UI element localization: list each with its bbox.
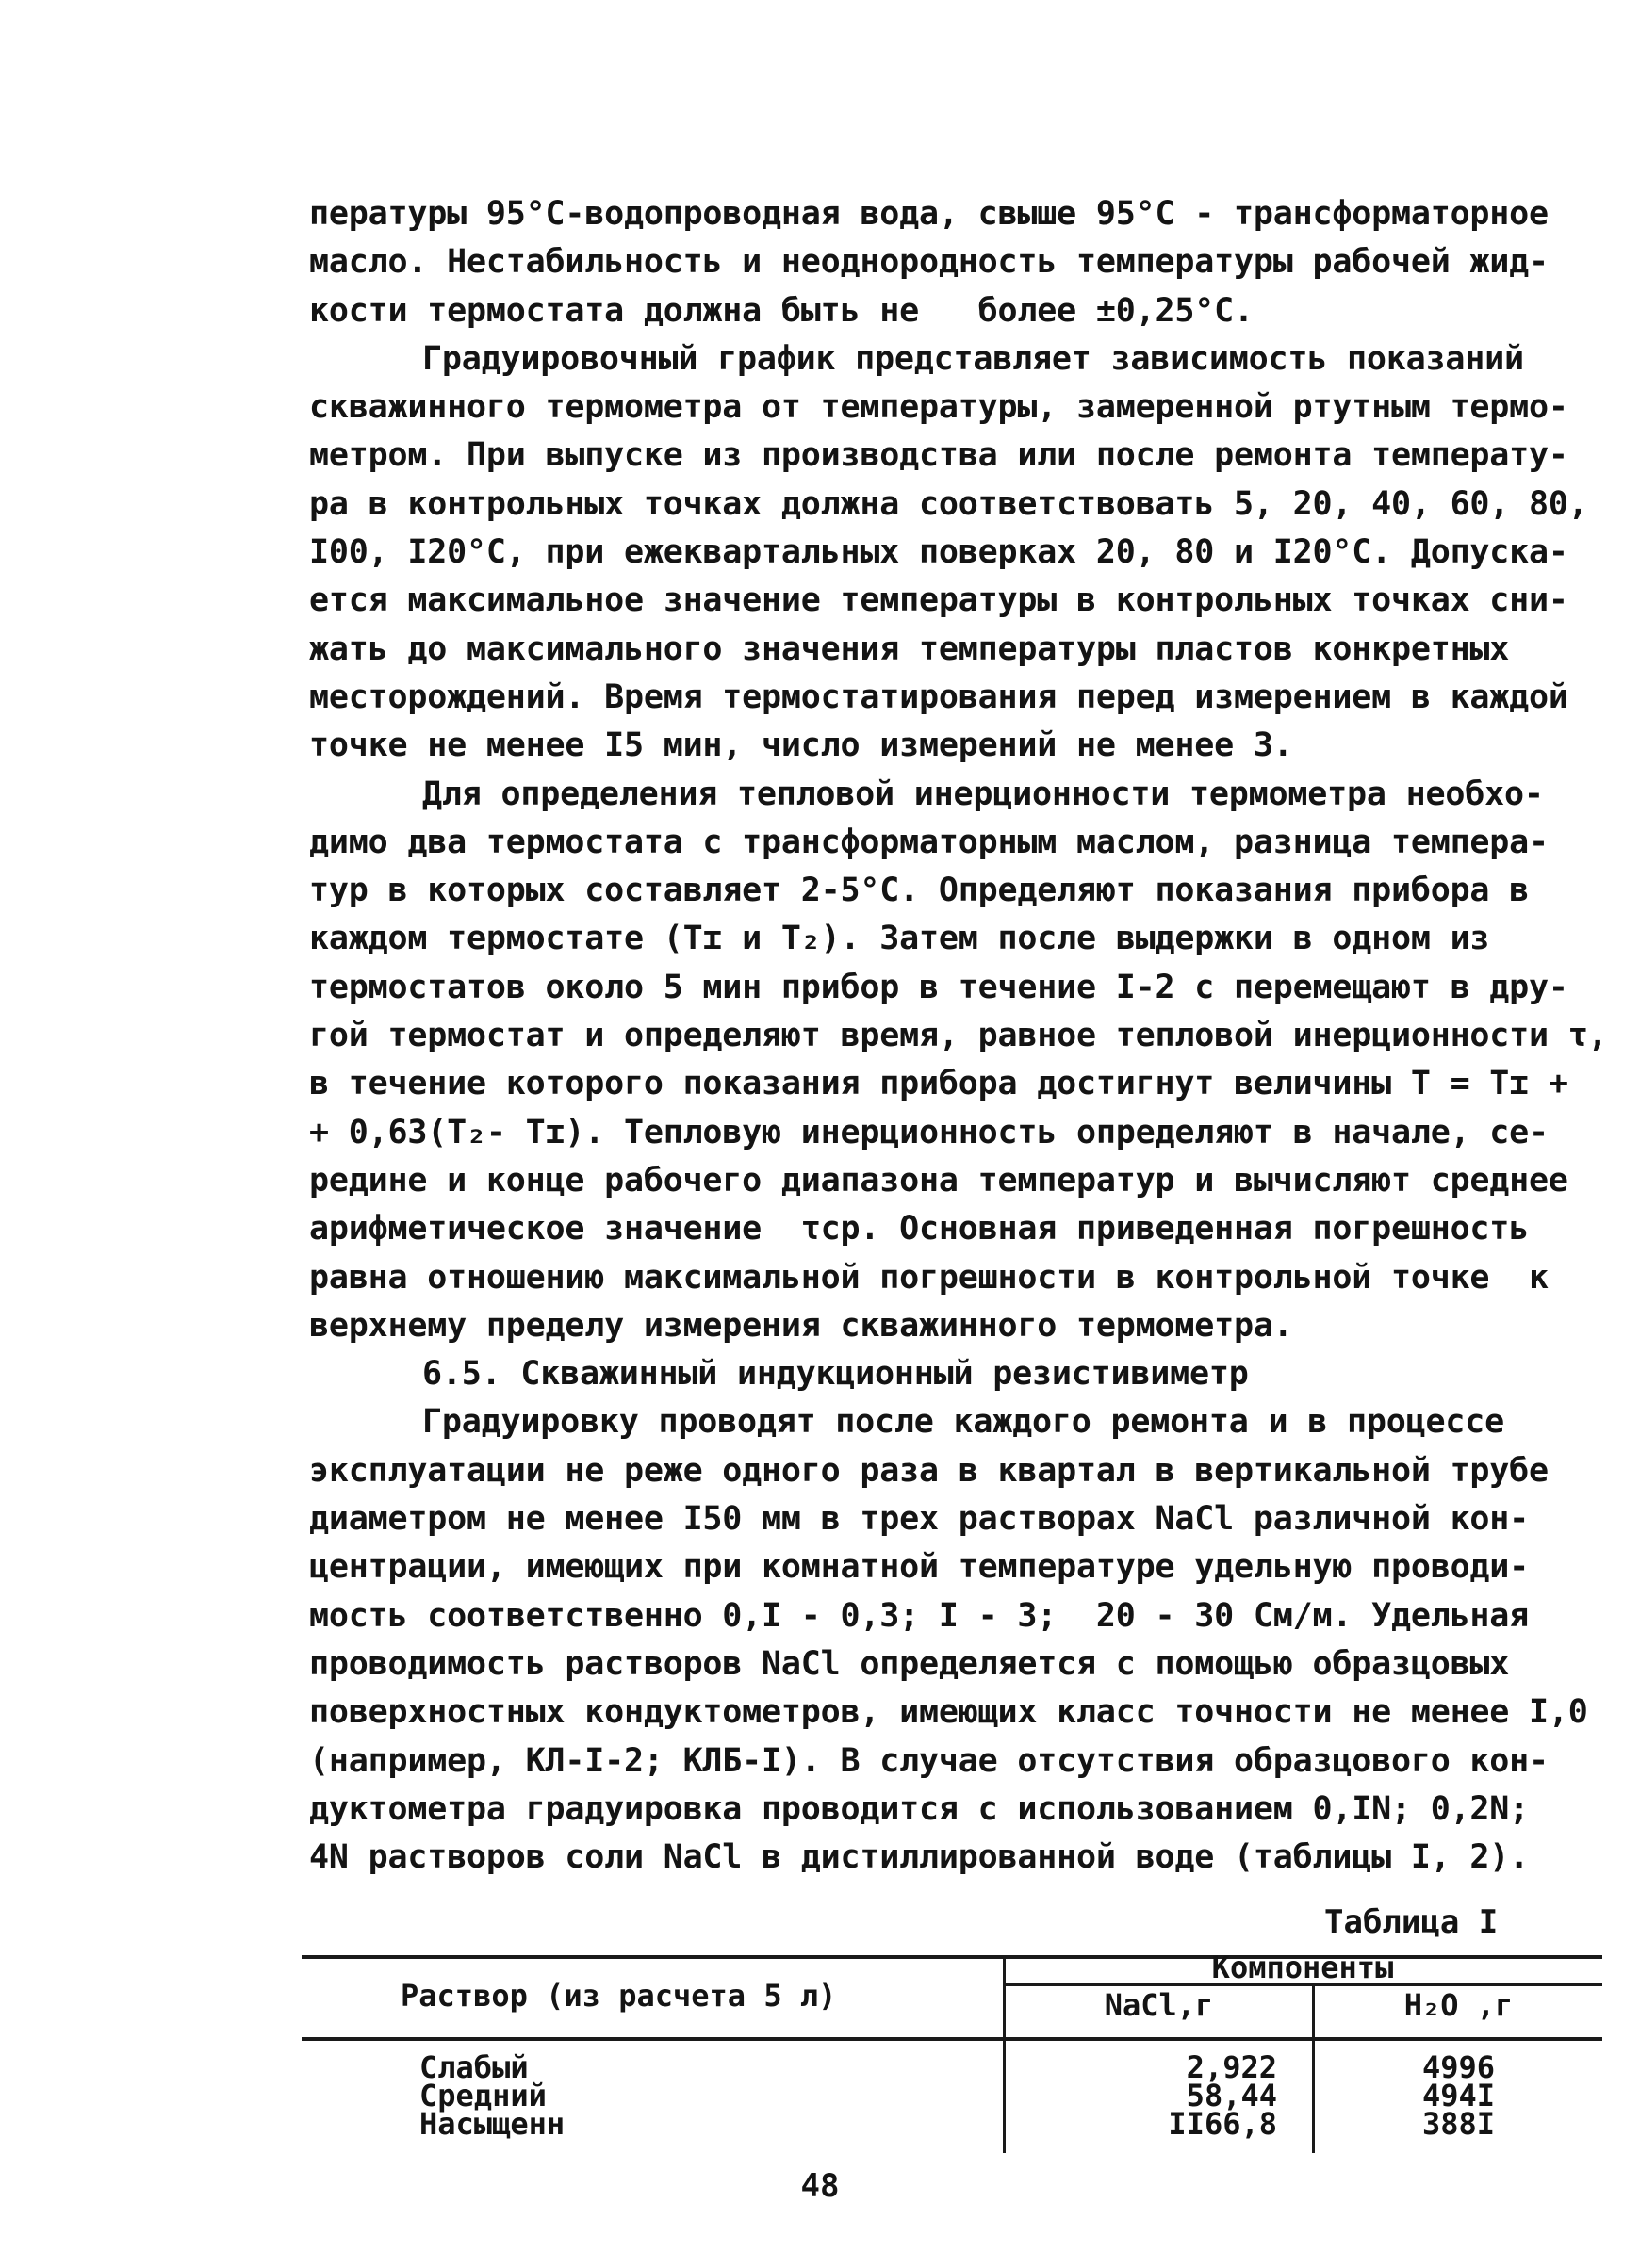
- text-line: скважинного термометра от температуры, замеренной ртутным термо-: [309, 388, 1568, 427]
- text-line: термостатов около 5 мин прибор в течение I-2 с перемещают в дру-: [309, 968, 1568, 1006]
- text-line: 4N растворов соли NaCl в дистиллированной воде (таблицы I, 2).: [309, 1838, 1530, 1877]
- table-header-water: H₂O ,г: [1403, 1987, 1514, 2023]
- text-line: арифметическое значение τср. Основная приведенная погрешность: [309, 1210, 1530, 1248]
- text-line: месторождений. Время термостатирования перед измерением в каждой: [309, 677, 1568, 716]
- page-number: 48: [800, 2167, 840, 2205]
- text-line: проводимость растворов NaCl определяется с помощью образцовых: [309, 1644, 1510, 1683]
- text-line: дуктометра градуировка проводится с использованием 0,IN; 0,2N;: [309, 1789, 1530, 1828]
- text-line: ра в контрольных точках должна соответствовать 5, 20, 40, 60, 80,: [309, 484, 1588, 523]
- text-line: верхнему пределу измерения скважинного термометра.: [309, 1306, 1293, 1345]
- table-header-components: Компоненты: [1211, 1950, 1394, 1985]
- text-line: димо два термостата с трансформаторным маслом, разница темпера-: [309, 823, 1549, 861]
- text-line: точке не менее I5 мин, число измерений не менее 3.: [309, 726, 1293, 765]
- table-row-nacl: 58,44: [1186, 2078, 1277, 2113]
- text-line: центрации, имеющих при комнатной температуре удельную проводи-: [309, 1548, 1530, 1587]
- text-line: Для определения тепловой инерционности термометра необхо-: [422, 775, 1544, 813]
- text-line: (например, КЛ-I-2; КЛБ-I). В случае отсутствия образцового кон-: [309, 1741, 1549, 1780]
- text-line: Градуировочный график представляет зависимость показаний: [422, 339, 1524, 378]
- table-row-water: 4996: [1421, 2049, 1496, 2085]
- text-line: редине и конце рабочего диапазона температур и вычисляют среднее: [309, 1161, 1568, 1199]
- table-header-solution: Раствор (из расчета 5 л): [401, 1978, 837, 2014]
- table-header-rule: [302, 2037, 1602, 2041]
- text-line: метром. При выпуске из производства или после ремонта температу-: [309, 436, 1568, 475]
- text-line: каждом термостате (Tɪ и T₂). Затем после выдержки в одном из: [309, 920, 1490, 958]
- text-line: ется максимальное значение температуры в контрольных точках сни-: [309, 581, 1568, 620]
- text-line: эксплуатации не реже одного раза в квартал в вертикальной трубе: [309, 1451, 1549, 1490]
- text-line: в течение которого показания прибора достигнут величины T = Tɪ +: [309, 1065, 1568, 1103]
- text-line: масло. Нестабильность и неоднородность температуры рабочей жид-: [309, 243, 1549, 282]
- components-table: [302, 1950, 1602, 2153]
- table-row-nacl: II66,8: [1168, 2106, 1277, 2142]
- text-line: I00, I20°С, при ежеквартальных поверках 20, 80 и I20°С. Допуска-: [309, 533, 1568, 572]
- text-line: равна отношению максимальной погрешности в контрольной точке к: [309, 1258, 1549, 1297]
- text-line: мость соответственно 0,I - 0,3; I - 3; 20 - 30 См/м. Удельная: [309, 1596, 1530, 1635]
- text-line: диаметром не менее I50 мм в трех растворах NaCl различной кон-: [309, 1500, 1530, 1539]
- table-title: Таблица I: [1324, 1903, 1499, 1941]
- section-heading: 6.5. Скважинный индукционный резистивиметр: [422, 1355, 1249, 1394]
- table-row-nacl: 2,922: [1186, 2049, 1277, 2085]
- text-line: поверхностных кондуктометров, имеющих класс точности не менее I,0: [309, 1693, 1588, 1732]
- text-line: пературы 95°С-водопроводная вода, свыше 95°С - трансформаторное: [309, 195, 1549, 233]
- text-line: кости термостата должна быть не более ±0,25°С.: [309, 291, 1254, 330]
- text-line: тур в которых составляет 2-5°С. Определяют показания прибора в: [309, 872, 1530, 910]
- table-header-nacl: NaCl,г: [1104, 1987, 1214, 2023]
- table-row-solution: Средний: [419, 2078, 547, 2113]
- table-row-water: 388I: [1421, 2106, 1496, 2142]
- text-line: Градуировку проводят после каждого ремонта и в процессе: [422, 1403, 1504, 1442]
- text-line: жать до максимального значения температуры пластов конкретных: [309, 629, 1510, 668]
- body-text: [309, 190, 1608, 1882]
- table-row-solution: Слабый: [419, 2049, 529, 2085]
- text-line: гой термостат и определяют время, равное тепловой инерционности τ,: [309, 1017, 1608, 1055]
- table-row-solution: Насыщенн: [419, 2106, 566, 2142]
- text-line: + 0,63(T₂- Tɪ). Тепловую инерционность определяют в начале, се-: [309, 1113, 1549, 1151]
- table-row-water: 494I: [1421, 2078, 1496, 2113]
